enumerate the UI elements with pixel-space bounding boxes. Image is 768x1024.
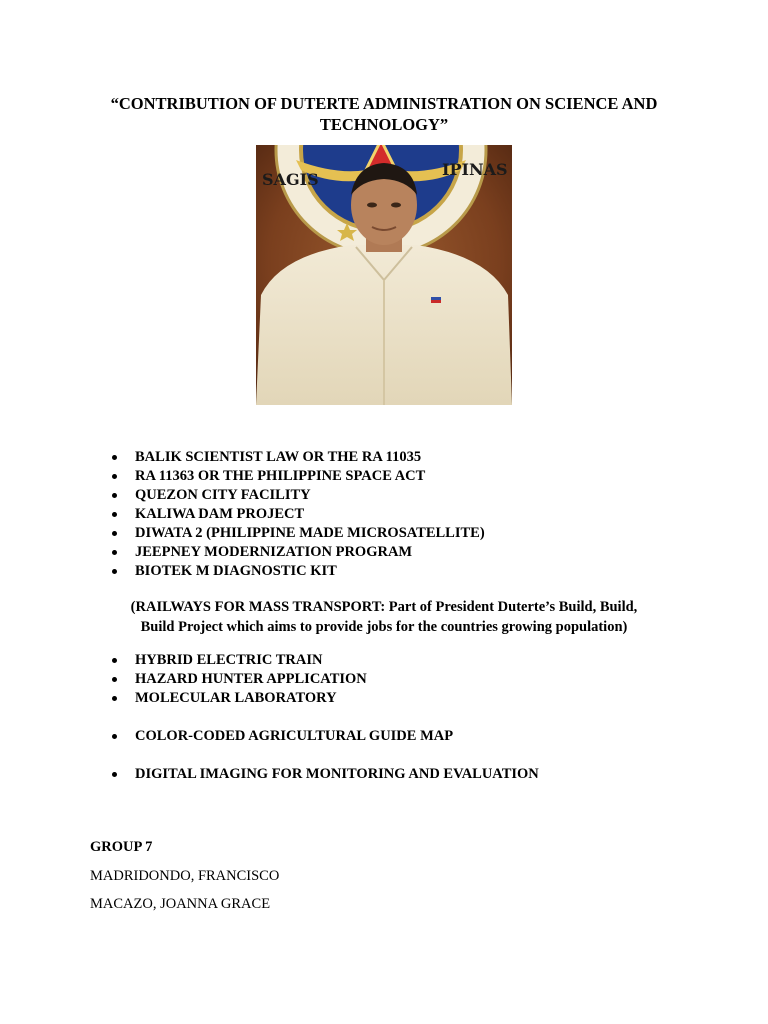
note-line-2: Build Project which aims to provide jobs for the countries growing population) bbox=[140, 619, 628, 635]
agriculture-list bbox=[108, 727, 453, 746]
list-item: MOLECULAR LABORATORY bbox=[108, 689, 367, 708]
group-label: GROUP 7 bbox=[90, 839, 153, 855]
list-item: DIWATA 2 (PHILIPPINE MADE MICROSATELLITE) bbox=[108, 524, 485, 543]
railways-note bbox=[60, 597, 708, 637]
svg-text:IPINAS bbox=[442, 160, 508, 179]
list-item: JEEPNEY MODERNIZATION PROGRAM bbox=[108, 543, 485, 562]
title-line-2: TECHNOLOGY” bbox=[319, 115, 449, 134]
note-line-1: (RAILWAYS FOR MASS TRANSPORT: Part of President Duterte’s Build, Build, bbox=[130, 599, 638, 615]
portrait-illustration bbox=[256, 145, 512, 405]
svg-text:SAGIS bbox=[262, 170, 319, 189]
list-item: DIGITAL IMAGING FOR MONITORING AND EVALUATION bbox=[108, 765, 539, 784]
achievements-list bbox=[108, 448, 485, 581]
title-line-1: “CONTRIBUTION OF DUTERTE ADMINISTRATION ON SCIENCE AND bbox=[110, 94, 658, 113]
list-item: QUEZON CITY FACILITY bbox=[108, 486, 485, 505]
list-item: BIOTEK M DIAGNOSTIC KIT bbox=[108, 562, 485, 581]
list-item: HYBRID ELECTRIC TRAIN bbox=[108, 651, 367, 670]
imaging-list bbox=[108, 765, 539, 784]
list-item: BALIK SCIENTIST LAW OR THE RA 11035 bbox=[108, 448, 485, 467]
president-portrait-photo bbox=[256, 145, 512, 405]
seal-text-left: SAGIS bbox=[262, 170, 319, 189]
railways-list bbox=[108, 651, 367, 708]
group-member: MACAZO, JOANNA GRACE bbox=[90, 896, 271, 912]
list-item: HAZARD HUNTER APPLICATION bbox=[108, 670, 367, 689]
list-item: COLOR-CODED AGRICULTURAL GUIDE MAP bbox=[108, 727, 453, 746]
seal-text-right: IPINAS bbox=[442, 160, 508, 179]
list-item: RA 11363 OR THE PHILIPPINE SPACE ACT bbox=[108, 467, 485, 486]
list-item: KALIWA DAM PROJECT bbox=[108, 505, 485, 524]
group-member: MADRIDONDO, FRANCISCO bbox=[90, 868, 280, 884]
document-title bbox=[60, 93, 708, 135]
